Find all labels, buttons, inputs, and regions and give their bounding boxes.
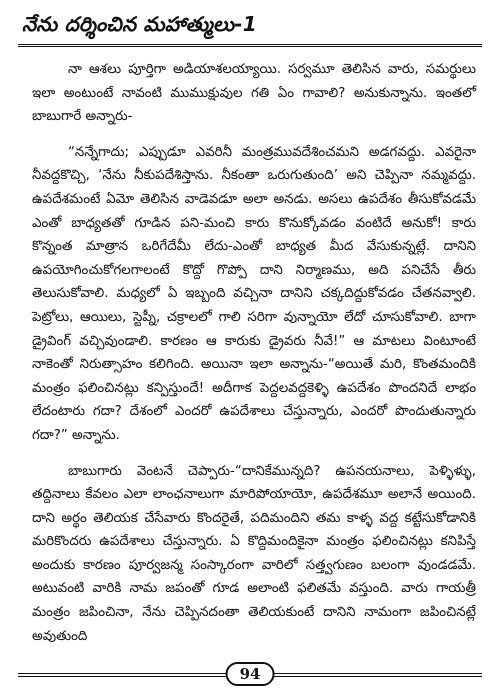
running-head-title: నేను దర్శించిన మహాత్ములు-1 xyxy=(22,12,257,36)
paragraph: “నన్నేగాదు; ఎప్పుడూ ఎవరినీ మంత్రమువదేశించమని అడగవద్దు. ఎవరైనా నీవద్దకొచ్చి, ‘నేను నీకుపదేశిస్తాను. నీకంతా ఒరుగుతుంది’ అని చెప్పినా నమ్మవద్దు. ఉపదేశమంటే ఏమో తెలిసిన వాడెవడూ అలా అనడు. అసలు ఉపదేశం తీసుకోవడమే ఎంతో బాధ్యతతో గూడిన పని-మంచి కారు కొనుక్కోవడం వంటిదే అనుకో! కారు కొన్నంత మాత్రాన ఒరిగేదేమీ లేదు-ఎంతో బాధ్యత మీద వేసుకున్నట్లే. దానిని ఉపయోగించుకోగలగాలంటే కొద్దో గొప్పో దాని నిర్మాణము, అది పనిచేసే తీరు తెలుసుకోవాలి. మధ్యలో ఏ ఇబ్బంది వచ్చినా దానిని చక్కదిద్దుకోవడం చేతనవ్వాలి. పెట్రోలు, ఆయిలు, స్టెప్నీ, చక్రాలలో గాలి సరిగా వున్నాయో లేదో చూసుకోవాలి. బాగా డ్రైవింగ్ వచ్చివుండాలి. కారణం ఆ కారుకు డ్రైవరు నీవే!” ఆ మాటలు వింటూంటే నాకెంతో నిరుత్సాహం కలిగింది. అయినా ఇలా అన్నాను-“అయితే మరి, కొంతమందికి మంత్రం ఫలించినట్లు కన్పిస్తుందే! అదీగాక పెద్దలవద్దకెళ్ళి ఉపదేశం పొందనిదే లాభం లేదంటారు గదా? దేశంలో ఎందరో ఉపదేశాలు చేస్తున్నారు, ఎందరో పొందుతున్నారు గదా?” అన్నాను. xyxy=(32,144,476,443)
body-text xyxy=(32,58,476,660)
paragraph: నా ఆశలు పూర్తిగా అడియాశలయ్యాయి. సర్వమూ తెలిసిన వారు, సమర్థులు ఇలా అంటుంటే నావంటి ముముక్షువుల గతి ఏం గావాలి? అనుకున్నాను. ఇంతలో బాబుగారే అన్నారు- xyxy=(32,62,476,125)
page-header xyxy=(18,10,482,47)
paragraph: బాబుగారు వెంటనే చెప్పారు-“దానికేమున్నది? ఉపనయనాలు, పెళ్ళిళ్ళు, తద్దినాలు కేవలం ఎలా లాంఛనాలుగా మారిపోయాయో, ఉపదేశమూ అలానే అయింది. దాని అర్థం తెలియక చేసేవారు కొందరైతే, పదిమందిని తమ కాళ్ళ వద్ద కట్టేసుకోడానికి మరికొందరు ఉపదేశాలు చేస్తున్నారు. ఏ కొద్దిమందికైనా మంత్రం ఫలించినట్లు కనిపిస్తే అందుకు కారణం పూర్వజన్మ సంస్కారంగా వారిలో సత్త్వగుణం బలంగా వుండడమే. అటువంటి వారికి నామ జపంతో గూడ అలాంటి ఫలితమే వస్తుంది. వారు గాయత్రీ మంత్రం జపించినా, నేను చెప్పినదంతా తెలియకుంటే దానిని నామంగా జపించినట్లే అవుతుంది xyxy=(32,463,476,644)
page-number: 94 xyxy=(226,662,275,686)
page-footer xyxy=(18,662,482,688)
